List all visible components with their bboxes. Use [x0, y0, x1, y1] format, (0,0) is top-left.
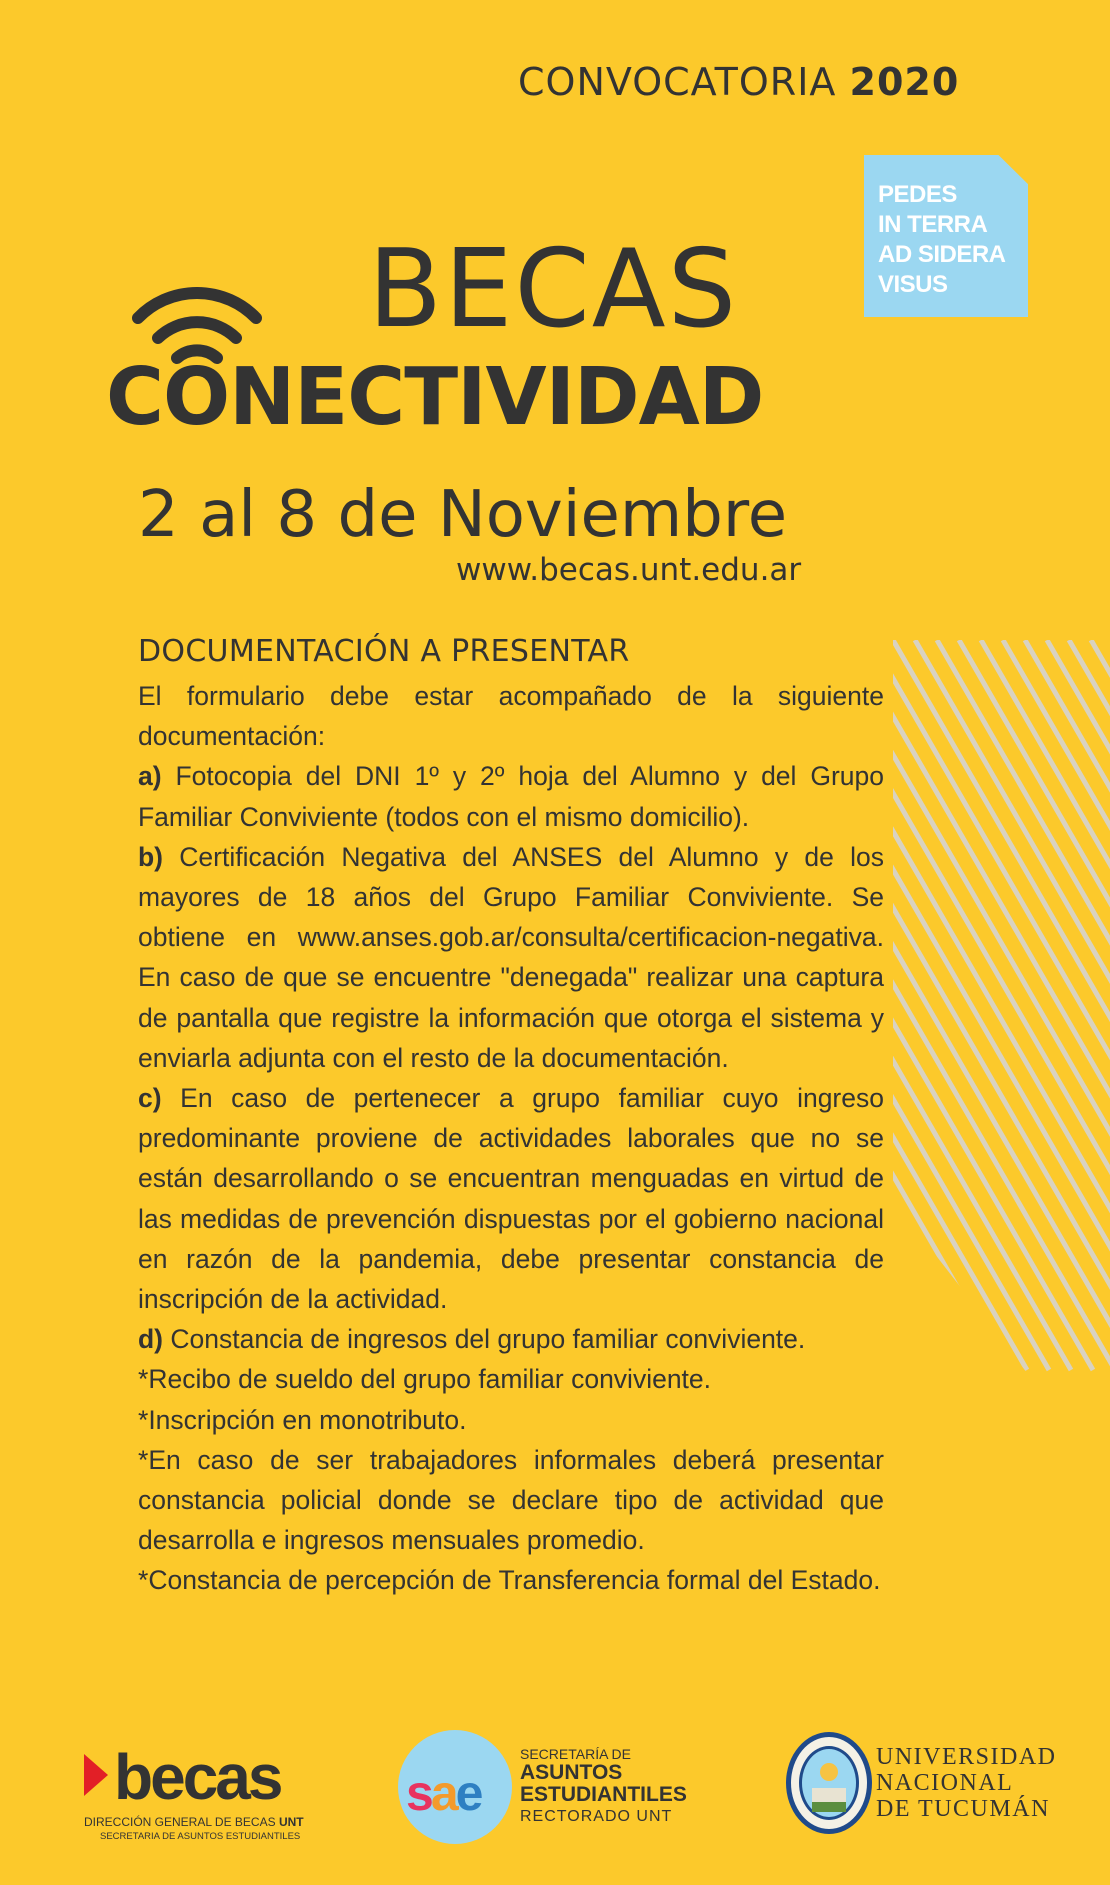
- documentation-body: [138, 676, 884, 1601]
- sub-item: *Inscripción en monotributo.: [138, 1404, 467, 1435]
- unt-name-line: NACIONAL: [876, 1770, 1014, 1796]
- requirement-item: [138, 837, 884, 1078]
- sae-logo: [406, 1764, 480, 1822]
- becas-logo-triangle-icon: [84, 1754, 108, 1796]
- motto-line: IN TERRA: [878, 211, 988, 238]
- becas-logo-line1: [84, 1815, 304, 1829]
- sub-item: *Recibo de sueldo del grupo familiar conviviente.: [138, 1364, 712, 1395]
- documentation-intro: El formulario debe estar acompañado de la siguiente documentación:: [138, 681, 884, 752]
- documentation-heading: DOCUMENTACIÓN A PRESENTAR: [138, 634, 630, 669]
- unt-name-line: DE TUCUMÁN: [876, 1796, 1050, 1822]
- requirement-item: [138, 756, 884, 836]
- becas-logo: becas: [114, 1741, 281, 1813]
- conectividad-title: CONECTIVIDAD: [106, 351, 764, 443]
- convocatoria-label: CONVOCATORIA: [518, 60, 837, 104]
- requirement-item: [138, 1319, 884, 1359]
- becas-logo-line2: SECRETARIA DE ASUNTOS ESTUDIANTILES: [100, 1831, 301, 1842]
- motto-text: [878, 180, 1006, 300]
- becas-logo-line1-bold: UNT: [278, 1815, 304, 1829]
- motto-line: AD SIDERA: [878, 241, 1006, 268]
- becas-title: BECAS: [368, 227, 739, 352]
- sae-letter-s: s: [406, 1765, 431, 1821]
- item-letter: a): [138, 761, 162, 792]
- convocatoria-year: 2020: [849, 60, 960, 104]
- item-text: Certificación Negativa del ANSES del Alumno y de los mayores de 18 años del Grupo Familiar Conviviente. Se obtiene en www.anses.gob.ar/consulta/certificacion-negativa. En caso de que se encuentre "denegada" realizar una captura de pantalla que registre la información que otorga el sistema y enviarla adjunta con el resto de la documentación.: [138, 841, 884, 1073]
- sae-letter-a: a: [430, 1765, 456, 1821]
- item-letter: b): [138, 841, 164, 872]
- motto-line: VISUS: [878, 271, 948, 298]
- sae-line1: SECRETARÍA DE: [520, 1746, 631, 1762]
- sae-line4: RECTORADO UNT: [520, 1808, 673, 1825]
- website-link[interactable]: www.becas.unt.edu.ar: [456, 552, 802, 588]
- sub-item: *En caso de ser trabajadores informales deberá presentar constancia policial donde se declare tipo de actividad que desarrolla e ingresos mensuales promedio.: [138, 1444, 884, 1556]
- unt-name-line: UNIVERSIDAD: [876, 1744, 1057, 1770]
- sae-line3: ESTUDIANTILES: [520, 1783, 687, 1806]
- item-letter: d): [138, 1324, 164, 1355]
- item-text: En caso de pertenecer a grupo familiar cuyo ingreso predominante proviene de actividades laborales que no se están desarrollando o se encuentran menguadas en virtud de las medidas de prevención dispuestas por el gobierno nacional en razón de la pandemia, debe presentar constancia de inscripción de la actividad.: [138, 1083, 884, 1315]
- becas-logo-line1-text: DIRECCIÓN GENERAL DE BECAS: [84, 1815, 279, 1829]
- sub-item: *Constancia de percepción de Transferencia formal del Estado.: [138, 1565, 881, 1596]
- unt-name: [876, 1744, 1057, 1822]
- unt-seal-icon: [784, 1730, 874, 1836]
- item-letter: c): [138, 1083, 162, 1114]
- decorative-stripes: [893, 640, 1110, 1480]
- sae-letter-e: e: [455, 1765, 481, 1821]
- requirement-item: [138, 1078, 884, 1319]
- convocatoria-heading: [518, 60, 959, 104]
- item-text: Constancia de ingresos del grupo familiar conviviente.: [170, 1324, 806, 1355]
- sae-line2: ASUNTOS: [520, 1761, 623, 1784]
- dates-text: 2 al 8 de Noviembre: [138, 478, 788, 552]
- item-text: Fotocopia del DNI 1º y 2º hoja del Alumno y del Grupo Familiar Conviviente (todos con el mismo domicilio).: [138, 761, 884, 832]
- motto-line: PEDES: [878, 181, 957, 208]
